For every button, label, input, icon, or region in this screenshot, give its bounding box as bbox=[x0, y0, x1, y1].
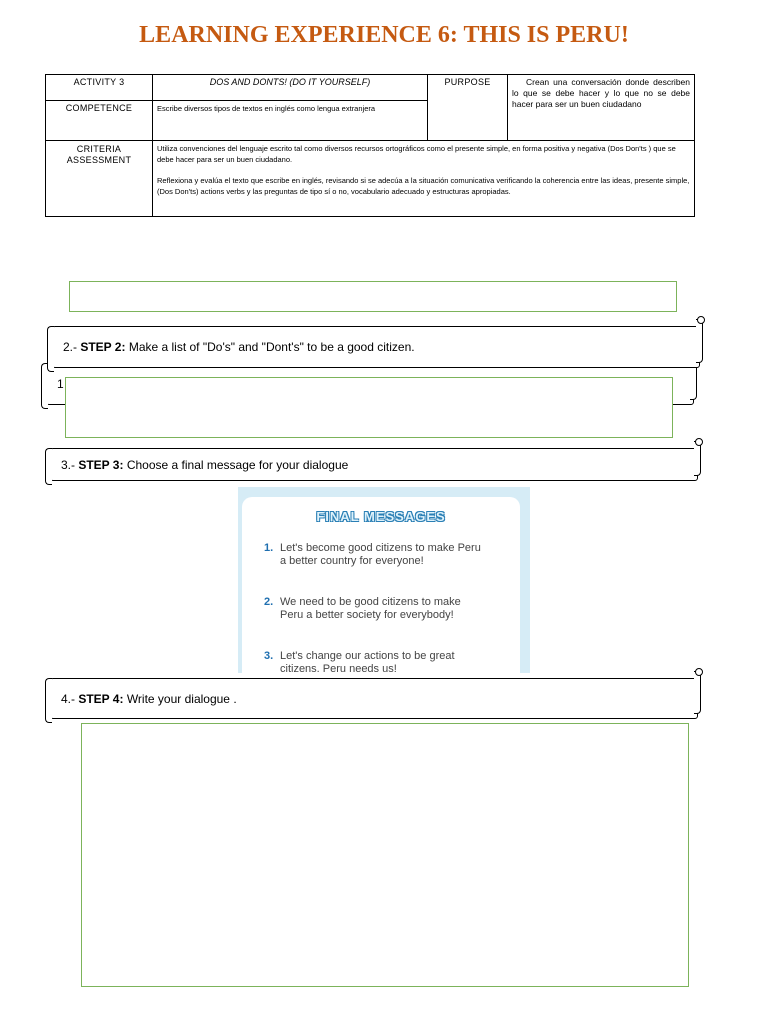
activity-label: ACTIVITY 3 bbox=[46, 75, 153, 101]
page-title: LEARNING EXPERIENCE 6: THIS IS PERU! bbox=[139, 22, 629, 48]
dialogue-answer-box[interactable] bbox=[81, 723, 689, 987]
criteria-label: CRITERIA ASSESSMENT bbox=[46, 141, 153, 217]
purpose-label: PURPOSE bbox=[428, 75, 508, 141]
criteria-text-1: Utiliza convenciones del lenguaje escrito tal como diversos recursos ortográficos como el presente simple, en forma positiva y negativa (Dos Don'ts ) que se debe hacer para ser un buen ciudadano. bbox=[157, 144, 676, 164]
activity-info-table bbox=[45, 74, 695, 217]
final-message-1: 1. Let's become good citizens to make Peru a better country for everyone! bbox=[264, 542, 481, 567]
step1-answer-box[interactable] bbox=[69, 281, 677, 312]
final-messages-card bbox=[238, 487, 530, 673]
criteria-cell bbox=[153, 141, 695, 217]
final-message-3: 3. Let's change our actions to be great citizens. Peru needs us! bbox=[264, 650, 455, 673]
final-message-2: 2. We need to be good citizens to make Peru a better society for everybody! bbox=[264, 596, 461, 621]
step2-answer-box[interactable] bbox=[65, 377, 673, 438]
step2-banner bbox=[52, 326, 700, 368]
step3-banner bbox=[50, 448, 698, 481]
activity-title: DOS AND DONTS! (DO IT YOURSELF) bbox=[153, 75, 428, 101]
final-messages-heading: FINAL MESSAGES bbox=[316, 509, 446, 524]
step4-label: 4.- STEP 4: Write your dialogue . bbox=[61, 691, 237, 706]
competence-label: COMPETENCE bbox=[46, 101, 153, 141]
step2-label: 2.- STEP 2: Make a list of "Do's" and "Dont's" to be a good citizen. bbox=[63, 340, 415, 354]
step3-label: 3.- STEP 3: Choose a final message for your dialogue bbox=[61, 457, 349, 472]
step4-banner bbox=[50, 678, 698, 719]
competence-text: Escribe diversos tipos de textos en inglés como lengua extranjera bbox=[153, 101, 428, 141]
criteria-text-2: Reflexiona y evalúa el texto que escribe en inglés, revisando si se adecúa a la situación comunicativa verificando la coherencia entre las ideas, presente simple, (Dos Don'ts) actions verbs y las preguntas de tipo sí o no, vocabulario adecuado y estructuras apropiadas. bbox=[157, 176, 690, 196]
purpose-text: Crean una conversación donde describen lo que se debe hacer y lo que no se debe hacer para ser un buen ciudadano bbox=[508, 75, 695, 141]
step1-label: 1 bbox=[57, 377, 64, 391]
